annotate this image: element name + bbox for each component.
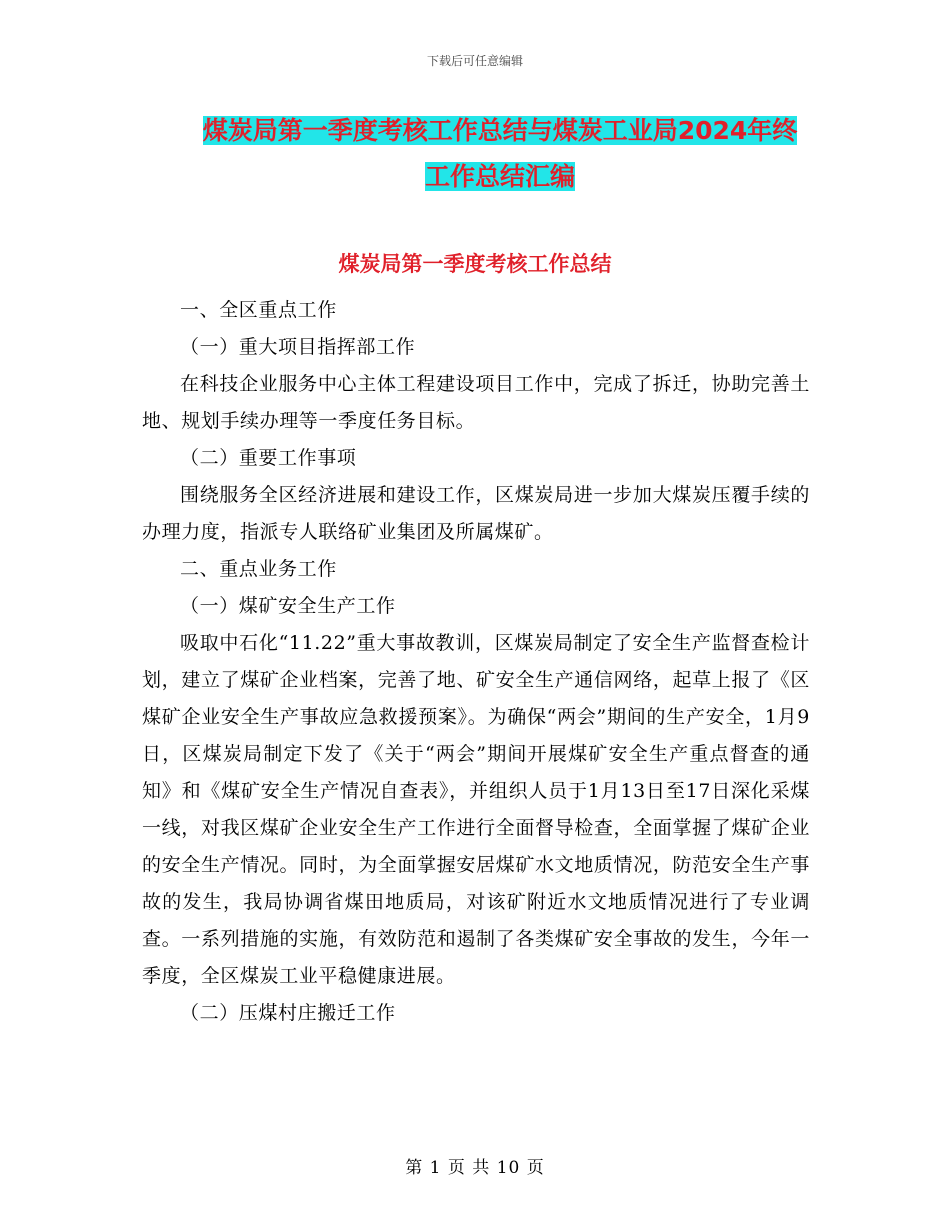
subheading-major-projects: （一）重大项目指挥部工作 xyxy=(180,336,416,358)
document-title xyxy=(140,108,860,200)
subheading-important-matters: （二）重要工作事项 xyxy=(180,447,357,469)
document-title-line1: 煤炭局第一季度考核工作总结与煤炭工业局2024年终 xyxy=(202,116,798,145)
page-footer: 第 1 页 共 10 页 xyxy=(405,1158,545,1178)
paragraph-major-projects: 在科技企业服务中心主体工程建设项目工作中，完成了拆迁，协助完善土地、规划手续办理等一季度任务目标。 xyxy=(142,373,810,432)
heading-key-work: 一、全区重点工作 xyxy=(180,299,337,321)
paragraph-important-matters: 围绕服务全区经济进展和建设工作，区煤炭局进一步加大煤炭压覆手续的办理力度，指派专人联络矿业集团及所属煤矿。 xyxy=(142,484,810,543)
header-note: 下载后可任意编辑 xyxy=(426,54,523,68)
heading-key-business: 二、重点业务工作 xyxy=(180,558,337,580)
document-title-line2: 工作总结汇编 xyxy=(424,162,575,191)
subheading-village-relocation: （二）压煤村庄搬迁工作 xyxy=(180,1002,396,1024)
paragraph-mine-safety: 吸取中石化“11.22”重大事故教训，区煤炭局制定了安全生产监督查检计划，建立了煤矿企业档案，完善了地、矿安全生产通信网络，起草上报了《区煤矿企业安全生产事故应急救援预案》。为确保“两会”期间的生产安全，1月9日，区煤炭局制定下发了《关于“两会”期间开展煤矿安全生产重点督查的通知》和《煤矿安全生产情况自查表》，并组织人员于1月13日至17日深化采煤一线，对我区煤矿企业安全生产工作进行全面督导检查，全面掌握了煤矿企业的安全生产情况。同时，为全面掌握安居煤矿水文地质情况，防范安全生产事故的发生，我局协调省煤田地质局，对该矿附近水文地质情况进行了专业调查。一系列措施的实施，有效防范和遏制了各类煤矿安全事故的发生，今年一季度，全区煤炭工业平稳健康进展。 xyxy=(142,632,810,987)
document-body xyxy=(142,292,810,1032)
section-title: 煤炭局第一季度考核工作总结 xyxy=(338,252,612,276)
subheading-mine-safety: （一）煤矿安全生产工作 xyxy=(180,595,396,617)
